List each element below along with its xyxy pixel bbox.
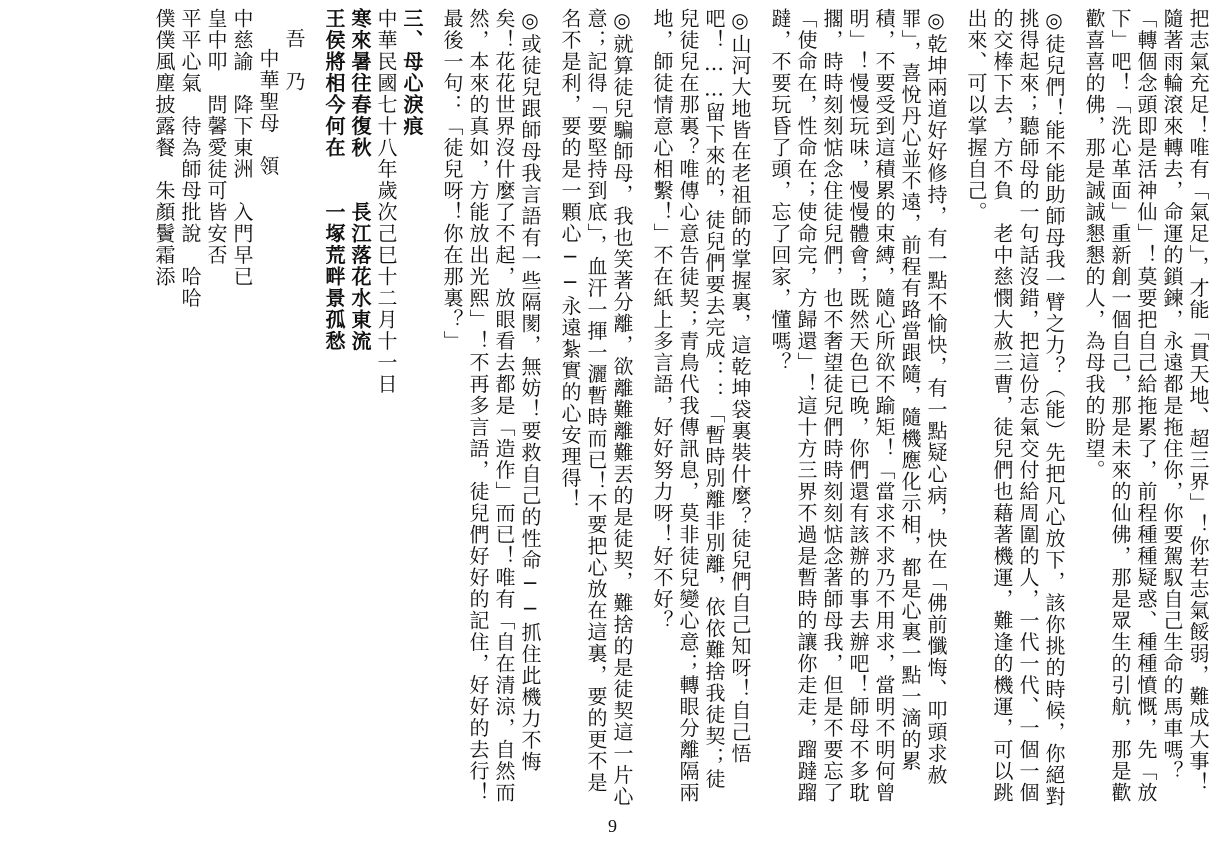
couplet-line-1: 寒來暑往春復秋 長江落花水東流 xyxy=(348,8,372,352)
poem-line-3: 皇中叩 問馨愛徒可皆安否 xyxy=(204,8,228,266)
couplet-line-2: 王侯將相今何在 一塚荒畔景孤愁 xyxy=(322,8,346,352)
poem-line-5: 僕僕風塵披露餐 朱顏鬢霜添 xyxy=(152,8,176,288)
section-title: 三、母心淚痕 xyxy=(400,8,424,137)
poem-line-1: 中華聖母 領 xyxy=(256,48,280,177)
paragraph-4: ◎山河大地皆在老祖師的掌握裏，這乾坤袋裏裝什麼？徒兒們自己知呀！自己悟吧！……留下來的，徒兒們要去完成：：「暫時別離非別離，依依難捨我徒契；徒兒徒兒在那裏？唯傳心意告徒契；青鳥代我傳訊息，莫非徒兒變心意；轉眼分離隔兩地，師徒情意心相繫！」不在紙上多言語，好好努力呀！好不好？ xyxy=(650,8,752,804)
paragraph-2: ◎徒兒們！能不能助師母我一臂之力？（能）先把凡心放下，該你挑的時候，你絕對挑得起來；聽師母的一句話沒錯，把這份志氣交付給周圍的人，一代一代、一個一個的交棒下去，方不負 老中慈憫大赦三曹，徒兒們也藉著機運，難逢的機運，可以跳出來、可以掌握自己。 xyxy=(964,8,1066,808)
page-number: 9 xyxy=(608,816,617,836)
date-line: 中華民國七十八年歲次己巳十二月十一日 xyxy=(374,8,398,395)
paragraph-6: ◎或徒兒跟師母我言語有一些隔閡，無妨！要救自己的性命──抓住此機力不悔矣！花花世界沒什麼了不起，放眼看去都是「造作」而已！唯有「自在清涼，自然而然，本來的真如，方能放出光熙」！不再多言語，徒兒們好好的記住，好好的去行！最後一句：「徒兒呀！你在那裏？」 xyxy=(440,8,542,804)
poem-intro: 吾 乃 xyxy=(282,28,306,93)
vertical-text-body xyxy=(11,8,1211,808)
paragraph-5: ◎就算徒兒騙師母，我也笑著分離，欲離難離難丟的是徒契，難捨的是徒契這一片心意；記得「要堅持到底」，血汗一揮一灑暫時而已！不要把心放在這裏，要的更不是名不是利，要的是一顆心──永遠紮實的心安理得！ xyxy=(558,8,634,808)
poem-line-2: 中慈諭 降下東洲 入門早已 xyxy=(230,8,254,288)
paragraph-3: ◎乾坤兩道好好修持，有一點不愉快，有一點疑心病，快在「佛前懺悔、叩頭求赦罪」，喜悅丹心並不遠，前程有路當跟隨，隨機應化示相，都是心裏一點一滴的累積，不要受到這積累的束縛，隨心所欲不踰矩！「當求不求乃不用求，當明不明何曾明」！慢慢玩味，慢慢體會；既然天色已晚，你們還有該辦的事去辦吧！師母不多耽擱，時時刻刻惦念住徒兒們，也不奢望徒兒們時時刻刻惦念著師母我，但是不要忘了「使命在，性命在；使命完，方歸還」！這十方三界不過是暫時的讓你走走，蹓躂蹓躂，不要玩昏了頭，忘了回家，懂嗎？ xyxy=(768,8,948,804)
paragraph-1: 把志氣充足！唯有「氣足」，才能「貫天地、超三界」！你若志氣餒弱，難成大事！隨著雨輪滾來轉去，命運的鎖鍊，永遠都是拖住你，你要駕馭自己生命的馬車嗎？「轉個念頭即是活神仙」！莫要把自己給拖累了，前程種種疑惑、種種憤慨，先「放下」吧！「洗心革面」重新創一個自己，那是未來的仙佛，那是眾生的引航，那是歡歡喜喜的佛，那是誠誠懇懇的人，為母我的盼望。 xyxy=(1082,8,1210,804)
poem-line-4: 平平心氣 待為師母批說 哈哈 xyxy=(178,8,202,309)
